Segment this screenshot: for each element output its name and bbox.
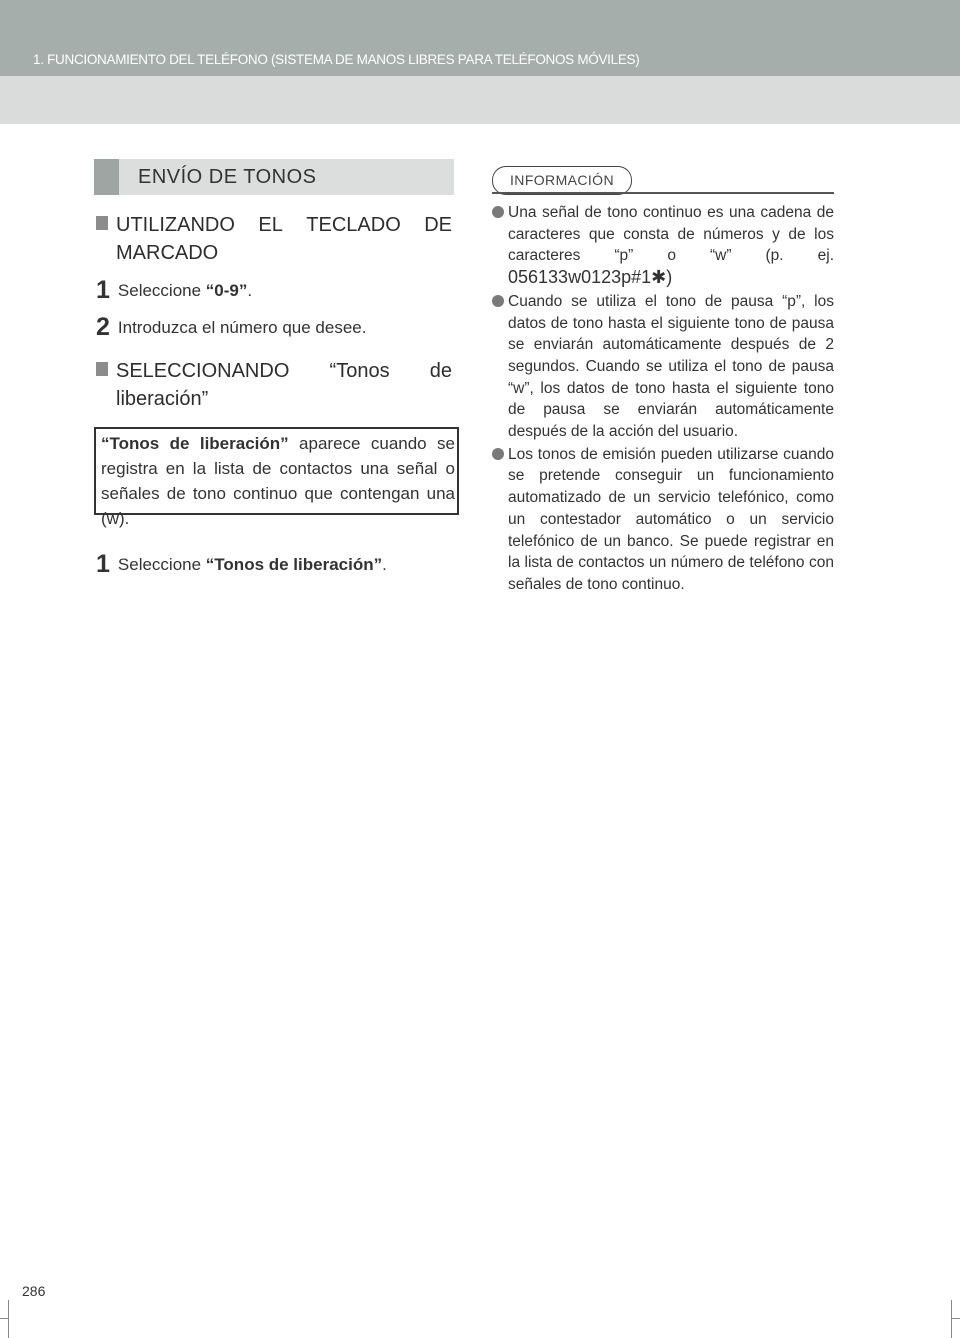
tone-code-example: 056133w0123p#1✱): [508, 267, 673, 288]
information-item-text: Una señal de tono continuo es una cadena de caracteres que consta de números y de los caracteres “p” o “w” (p. ej.: [508, 204, 834, 265]
step-select-tonos: 1 Seleccione “Tonos de liberación”.: [96, 550, 387, 578]
information-item-text: Cuando se utiliza el tono de pausa “p”, los datos de tono hasta el siguiente tono de pausa se enviarán automáticamente después de 2 segundos. Cuando se utiliza el tono de pausa “w”, los datos de tono hasta el siguiente tono de pausa se enviarán automáticamente después de la acción del usuario.: [508, 292, 834, 441]
section-heading-block: [94, 159, 119, 195]
subsection-heading-word: TECLADO: [306, 214, 401, 236]
information-label: INFORMACIÓN: [492, 166, 632, 195]
information-item: [492, 202, 834, 290]
step-option: “Tonos de liberación”: [205, 555, 383, 574]
subsection-heading-line: [96, 211, 452, 239]
subsection-heading-word: DE: [424, 214, 452, 236]
subsection-heading-word: UTILIZANDO: [96, 211, 235, 239]
subsection-heading-line2: MARCADO: [116, 242, 219, 264]
square-bullet-icon: [96, 216, 108, 230]
step-text: Seleccione: [117, 555, 206, 574]
subsection-heading-line: [96, 357, 452, 385]
step-select-0-9: 1 Seleccione “0-9”.: [96, 276, 253, 304]
crop-mark: [952, 1318, 960, 1319]
subsection-heading-line2: liberación”: [116, 388, 209, 410]
note-text: aparece cuando se registra en la lista de contactos una señal o señales de tono continuo que contengan una (w).: [101, 434, 455, 528]
step-option: “0-9”: [205, 281, 248, 300]
step-text: Seleccione: [117, 281, 206, 300]
subsection-heading-word: de: [429, 360, 452, 382]
section-title: ENVÍO DE TONOS: [138, 166, 317, 188]
crop-mark: [8, 1300, 9, 1338]
information-list: [492, 202, 834, 597]
bullet-dot-icon: [492, 206, 504, 218]
step-number: 2: [96, 313, 110, 341]
information-item: [492, 444, 834, 596]
page-number: 286: [22, 1283, 46, 1299]
crop-mark: [951, 1300, 952, 1338]
chapter-title: 1. FUNCIONAMIENTO DEL TELÉFONO (SISTEMA DE MANOS LIBRES PARA TELÉFONOS MÓVILES): [33, 52, 640, 67]
step-number: 1: [96, 276, 110, 304]
note-term: “Tonos de liberación”: [101, 434, 289, 453]
subsection-heading-teclado: [96, 211, 452, 267]
section-heading: [94, 159, 454, 195]
note-box: [94, 427, 459, 528]
information-item-text: Los tonos de emisión pueden utilizarse cuando se pretende conseguir un funcionamiento automatizado de un servicio telefónico, como un contestador automático o un servicio telefónico de un banco. Se puede registrar en la lista de contactos un número de teléfono con señales de tono continuo.: [508, 445, 834, 593]
information-item: [492, 291, 834, 443]
subsection-heading-word: SELECCIONANDO: [96, 357, 289, 385]
step-number: 1: [96, 550, 110, 578]
subsection-heading-tonos: [96, 357, 452, 413]
subsection-heading-word: “Tonos: [329, 360, 390, 382]
step-enter-number: [96, 313, 366, 342]
square-bullet-icon: [96, 362, 108, 376]
step-text: Introduzca el número que desee.: [117, 318, 367, 337]
subsection-heading-word: EL: [258, 214, 283, 236]
bullet-dot-icon: [492, 295, 504, 307]
information-rule: [492, 192, 834, 194]
bullet-dot-icon: [492, 448, 504, 460]
crop-mark: [0, 1318, 8, 1319]
